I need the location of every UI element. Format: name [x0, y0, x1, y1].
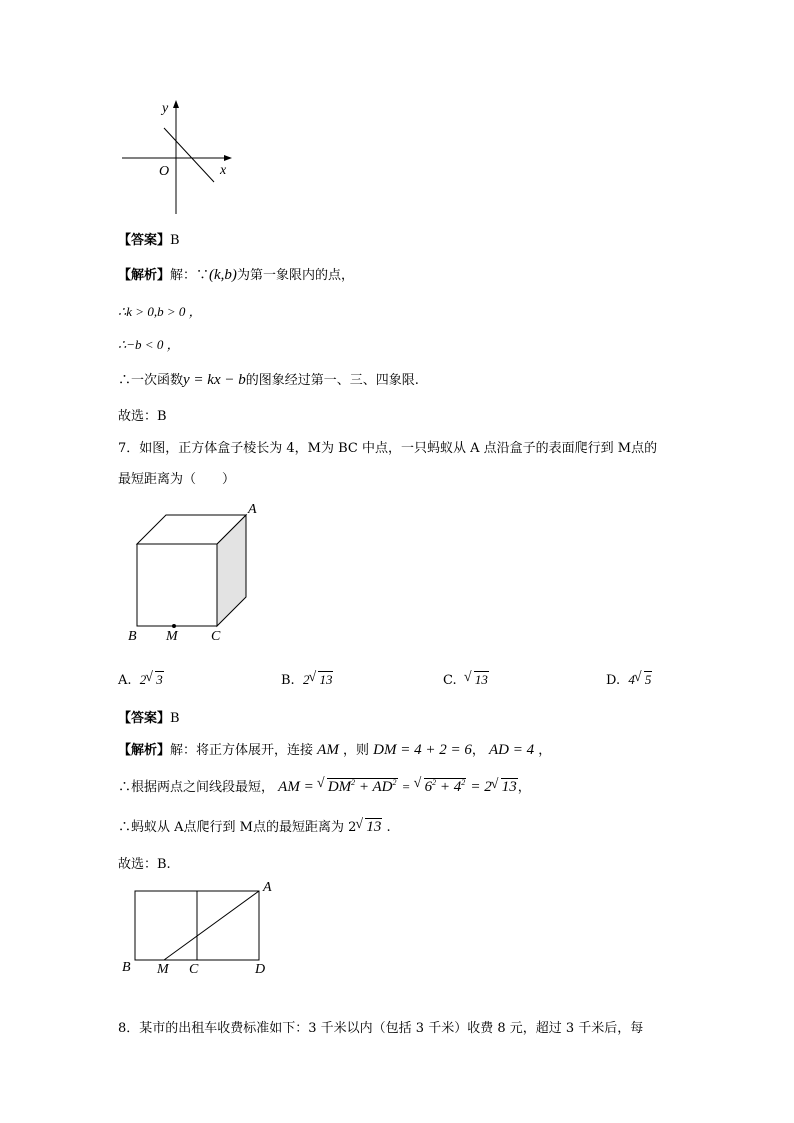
equals: =	[401, 779, 411, 794]
q6-analysis-line2: ∴k > 0,b > 0 ，	[118, 304, 202, 319]
label-c: C	[211, 629, 221, 644]
analysis-text: ∴根据两点之间线段最短，	[118, 780, 275, 795]
analysis-tag: 【解析】	[118, 743, 171, 758]
radicand-part: DM	[327, 779, 352, 795]
segment-am: AM	[317, 742, 339, 758]
q6-analysis-line4	[118, 369, 419, 389]
analysis-text: ，	[471, 743, 485, 758]
q7-analysis-line3	[118, 816, 391, 836]
answer-value: B	[170, 711, 180, 726]
analysis-text: ，	[517, 780, 531, 795]
q7-answer-line	[118, 707, 180, 726]
option-letter: A.	[118, 673, 132, 688]
q7-conclusion: 故选：B.	[118, 857, 171, 872]
label-m: M	[157, 962, 169, 977]
analysis-text: ，	[538, 743, 552, 758]
analysis-text: ∴蚂蚁从 A点爬行到 M点的最短距离为 2	[118, 820, 357, 835]
am-expr: AM =	[278, 779, 314, 795]
option-coef: 4	[628, 672, 635, 687]
label-m: M	[166, 629, 178, 644]
analysis-text: 解：∵	[170, 268, 210, 283]
option-radicand: 3	[156, 672, 163, 687]
ad-expr: AD = 4	[489, 742, 535, 758]
analysis-text: 解：将正方体展开，连接	[170, 743, 314, 758]
q6-answer-line	[118, 229, 180, 248]
x-axis-arrow	[224, 155, 232, 161]
exponent: 2	[351, 778, 356, 787]
option-b[interactable]	[281, 672, 333, 688]
option-coef: 2	[302, 672, 310, 687]
label-b: B	[128, 629, 137, 644]
option-sqrt	[635, 672, 653, 688]
origin-label: O	[159, 164, 170, 179]
analysis-tag: 【解析】	[118, 268, 171, 283]
radicand: 13	[366, 819, 382, 835]
dm-expr: DM = 4 + 2 = 6	[373, 742, 472, 758]
exponent: 2	[392, 778, 397, 787]
exponent: 2	[461, 778, 466, 787]
y-axis-label: y	[162, 101, 169, 116]
answer-tag: 【答案】	[118, 711, 171, 726]
x-axis-label: x	[220, 163, 227, 178]
label-c: C	[189, 962, 199, 977]
label-a: A	[248, 502, 257, 517]
answer-value: B	[170, 233, 180, 248]
sqrt-6-4	[415, 778, 467, 796]
q6-analysis-line1	[118, 264, 354, 284]
option-d[interactable]	[606, 672, 652, 688]
function-expr: y = kx − b	[183, 372, 246, 388]
sqrt-dm-ad	[318, 778, 398, 796]
sqrt-13	[492, 779, 518, 796]
analysis-text: 为第一象限内的点，	[236, 268, 354, 283]
q7-analysis-line2	[118, 776, 531, 796]
q7-stem-line1: 7．如图，正方体盒子棱长为 4，M为 BC 中点，一只蚂蚁从 A 点沿盒子的表面爬行到 M点的	[118, 441, 658, 456]
analysis-text: 的图象经过第一、三、四象限.	[245, 373, 419, 388]
option-radicand: 13	[319, 672, 333, 687]
q7-analysis-line1	[118, 739, 551, 759]
option-letter: D.	[606, 673, 621, 688]
option-sqrt	[465, 672, 489, 688]
equals: = 2	[470, 779, 492, 795]
analysis-text: ，则	[342, 743, 369, 758]
option-sqrt	[146, 672, 164, 688]
label-b: B	[122, 960, 131, 975]
q8-stem-line1: 8．某市的出租车收费标准如下：3 千米以内（包括 3 千米）收费 8 元，超过 3 千米后，每	[118, 1021, 644, 1036]
option-letter: C.	[443, 673, 457, 688]
midpoint-m-dot	[172, 624, 176, 628]
cube-figure	[122, 500, 272, 648]
analysis-text: .	[386, 820, 391, 835]
option-coef: 2	[139, 672, 147, 687]
answer-tag: 【答案】	[118, 233, 171, 248]
q6-conclusion: 故选：B	[118, 409, 167, 424]
option-a[interactable]	[118, 672, 164, 688]
option-radicand: 5	[644, 672, 652, 687]
unfolded-net-figure	[116, 876, 286, 978]
function-line	[164, 128, 214, 182]
radicand-part: + AD	[355, 779, 393, 795]
point-expr: (k,b)	[209, 267, 237, 283]
option-c[interactable]	[443, 672, 489, 688]
radicand-part: 6	[424, 779, 433, 795]
radicand: 13	[501, 779, 517, 795]
y-axis-arrow	[173, 100, 179, 108]
option-radicand: 13	[474, 672, 488, 687]
exponent: 2	[432, 778, 437, 787]
sqrt-13	[356, 819, 382, 836]
label-a: A	[263, 880, 272, 895]
q6-analysis-line3: ∴−b < 0 ，	[118, 337, 180, 352]
label-d: D	[255, 962, 266, 977]
option-letter: B.	[281, 673, 295, 688]
radicand-part: + 4	[436, 779, 462, 795]
q7-stem-line2: 最短距离为（ ）	[118, 472, 236, 487]
option-sqrt	[309, 672, 333, 688]
cube-front-face	[137, 544, 217, 626]
linear-function-graph	[118, 98, 238, 216]
analysis-text: ∴一次函数	[118, 373, 184, 388]
